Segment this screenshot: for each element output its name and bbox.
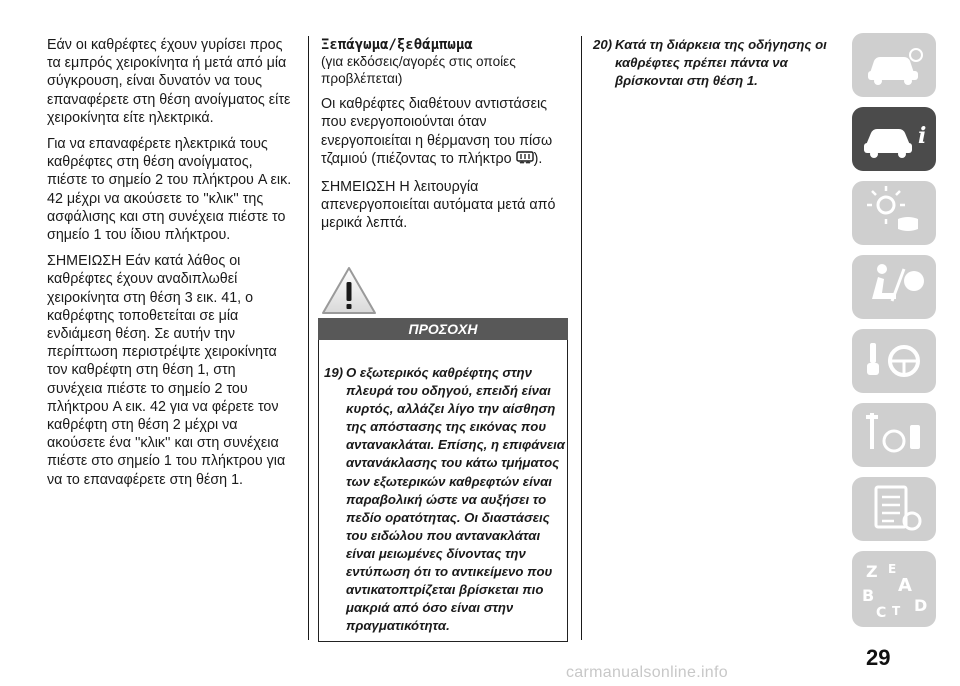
svg-text:B: B bbox=[862, 586, 875, 605]
warning-note-19 bbox=[324, 364, 568, 635]
note-20-text: Κατά τη διάρκεια της οδήγησης οι καθρέφτες πρέπει πάντα να βρίσκονται στη θέση 1. bbox=[615, 37, 827, 89]
rear-defrost-icon bbox=[516, 151, 534, 170]
car-dashboard-icon bbox=[852, 33, 936, 97]
column-1 bbox=[47, 36, 293, 489]
sidebar-tab-service[interactable] bbox=[852, 477, 936, 541]
note-19-text: Ο εξωτερικός καθρέφτης στην πλευρά του οδηγού, επειδή είναι κυρτός, αλλάζει λίγο την αίσθηση της απόστασης της εικόνας που αντανακλάται. Επίσης, η επιφάνεια αντανάκλασης του κάτω τμήματος των εξωτερικών καθρεφτών είναι παραβολική ώστε να αυξήσει το πεδίο ορατότητας. Οι διαστάσεις του ειδώλου που αντανακλάται είναι μειωμένες δίνοντας την εντύπωση ότι το αντικείμενο που αντικατοπτρίζεται βρίσκεται πιο μακριά από όσο είναι στην πραγματικότητα. bbox=[346, 365, 565, 634]
svg-text:D: D bbox=[914, 596, 928, 615]
note-19-number: 19) bbox=[324, 365, 344, 380]
seat-airbag-icon bbox=[852, 255, 936, 319]
note-20-number: 20) bbox=[593, 37, 613, 52]
alphabetical-index-icon bbox=[852, 551, 936, 627]
watermark: carmanualsonline.info bbox=[566, 664, 728, 681]
paragraph-heaters-end: ). bbox=[533, 150, 543, 167]
paragraph-mirror-reset: Εάν οι καθρέφτες έχουν γυρίσει προς τα εμπρός χειροκίνητα ή μετά από μία σύγκρουση, είναι δυνατόν να τους επαναφέρετε στη θέση ανοίγματος είτε χειροκίνητα είτε ηλεκτρικά. bbox=[47, 37, 291, 126]
steering-icon bbox=[852, 329, 936, 393]
svg-text:i: i bbox=[918, 123, 927, 149]
svg-text:E: E bbox=[888, 562, 897, 576]
svg-text:A: A bbox=[898, 575, 912, 596]
section-subheading: (για εκδόσεις/αγορές στις οποίες προβλέπεται) bbox=[321, 54, 516, 86]
sidebar-tab-driving[interactable] bbox=[852, 329, 936, 393]
page-number: 29 bbox=[866, 645, 891, 670]
warning-note-20 bbox=[593, 36, 839, 90]
service-list-icon bbox=[852, 477, 936, 541]
svg-text:C: C bbox=[876, 605, 887, 621]
sidebar-tab-index[interactable] bbox=[852, 551, 936, 627]
sidebar-tab-dashboard[interactable] bbox=[852, 33, 936, 97]
breakdown-tools-icon bbox=[852, 403, 936, 467]
column-divider-2 bbox=[581, 36, 582, 640]
lights-icon bbox=[852, 181, 936, 245]
section-heading: Ξεπάγωμα/ξεθάμπωμα bbox=[321, 37, 473, 53]
sidebar-tab-car-info[interactable] bbox=[852, 107, 936, 171]
car-info-icon bbox=[852, 107, 936, 171]
svg-text:Z: Z bbox=[866, 562, 878, 581]
sidebar-tab-emergency[interactable] bbox=[852, 403, 936, 467]
paragraph-heaters bbox=[321, 95, 569, 170]
warning-title-bar: ΠΡΟΣΟΧΗ bbox=[318, 318, 568, 340]
paragraph-electric-reset: Για να επαναφέρετε ηλεκτρικά τους καθρέφτες στη θέση ανοίγματος, πιέστε το σημείο 2 του πλήκτρου A εικ. 42 μέχρι να ακούσετε το ''κλικ'' της ασφάλισης και στη συνέχεια πιέστε το σημείο 1 του ίδιου πλήκτρου. bbox=[47, 136, 292, 244]
sidebar-tab-lights[interactable] bbox=[852, 181, 936, 245]
svg-text:T: T bbox=[892, 604, 901, 618]
paragraph-note-auto-off: ΣΗΜΕΙΩΣΗ Η λειτουργία απενεργοποιείται αυτόματα μετά από μερικά λεπτά. bbox=[321, 179, 556, 232]
warning-triangle-icon bbox=[320, 265, 378, 317]
paragraph-note-folded: ΣΗΜΕΙΩΣΗ Εάν κατά λάθος οι καθρέφτες έχουν αναδιπλωθεί χειροκίνητα στη θέση 3 εικ. 41, ο καθρέφτης τοποθετείται σε μία ενδιάμεση θέση. Σε αυτήν την περίπτωση περιστρέψτε χειροκίνητα τον καθρέφτη στη θέση 1, στη συνέχεια πιέστε το σημείο 2 του πλήκτρου A εικ. 42 για να φέρετε τον καθρέφτη στη θέση 2 μέχρι να ακούσετε ένα ''κλικ'' και στη συνέχεια πιέστε στο σημείο 1 του πλήκτρου για να το επαναφέρετε στη θέση 1. bbox=[47, 253, 286, 488]
column-divider-1 bbox=[308, 36, 309, 640]
column-2 bbox=[321, 36, 569, 233]
sidebar-tab-safety[interactable] bbox=[852, 255, 936, 319]
paragraph-heaters-text: Οι καθρέφτες διαθέτουν αντιστάσεις που ενεργοποιούνται όταν ενεργοποιείται η θέρμανση του πίσω τζαμιού (πιέζοντας το πλήκτρο bbox=[321, 96, 553, 167]
